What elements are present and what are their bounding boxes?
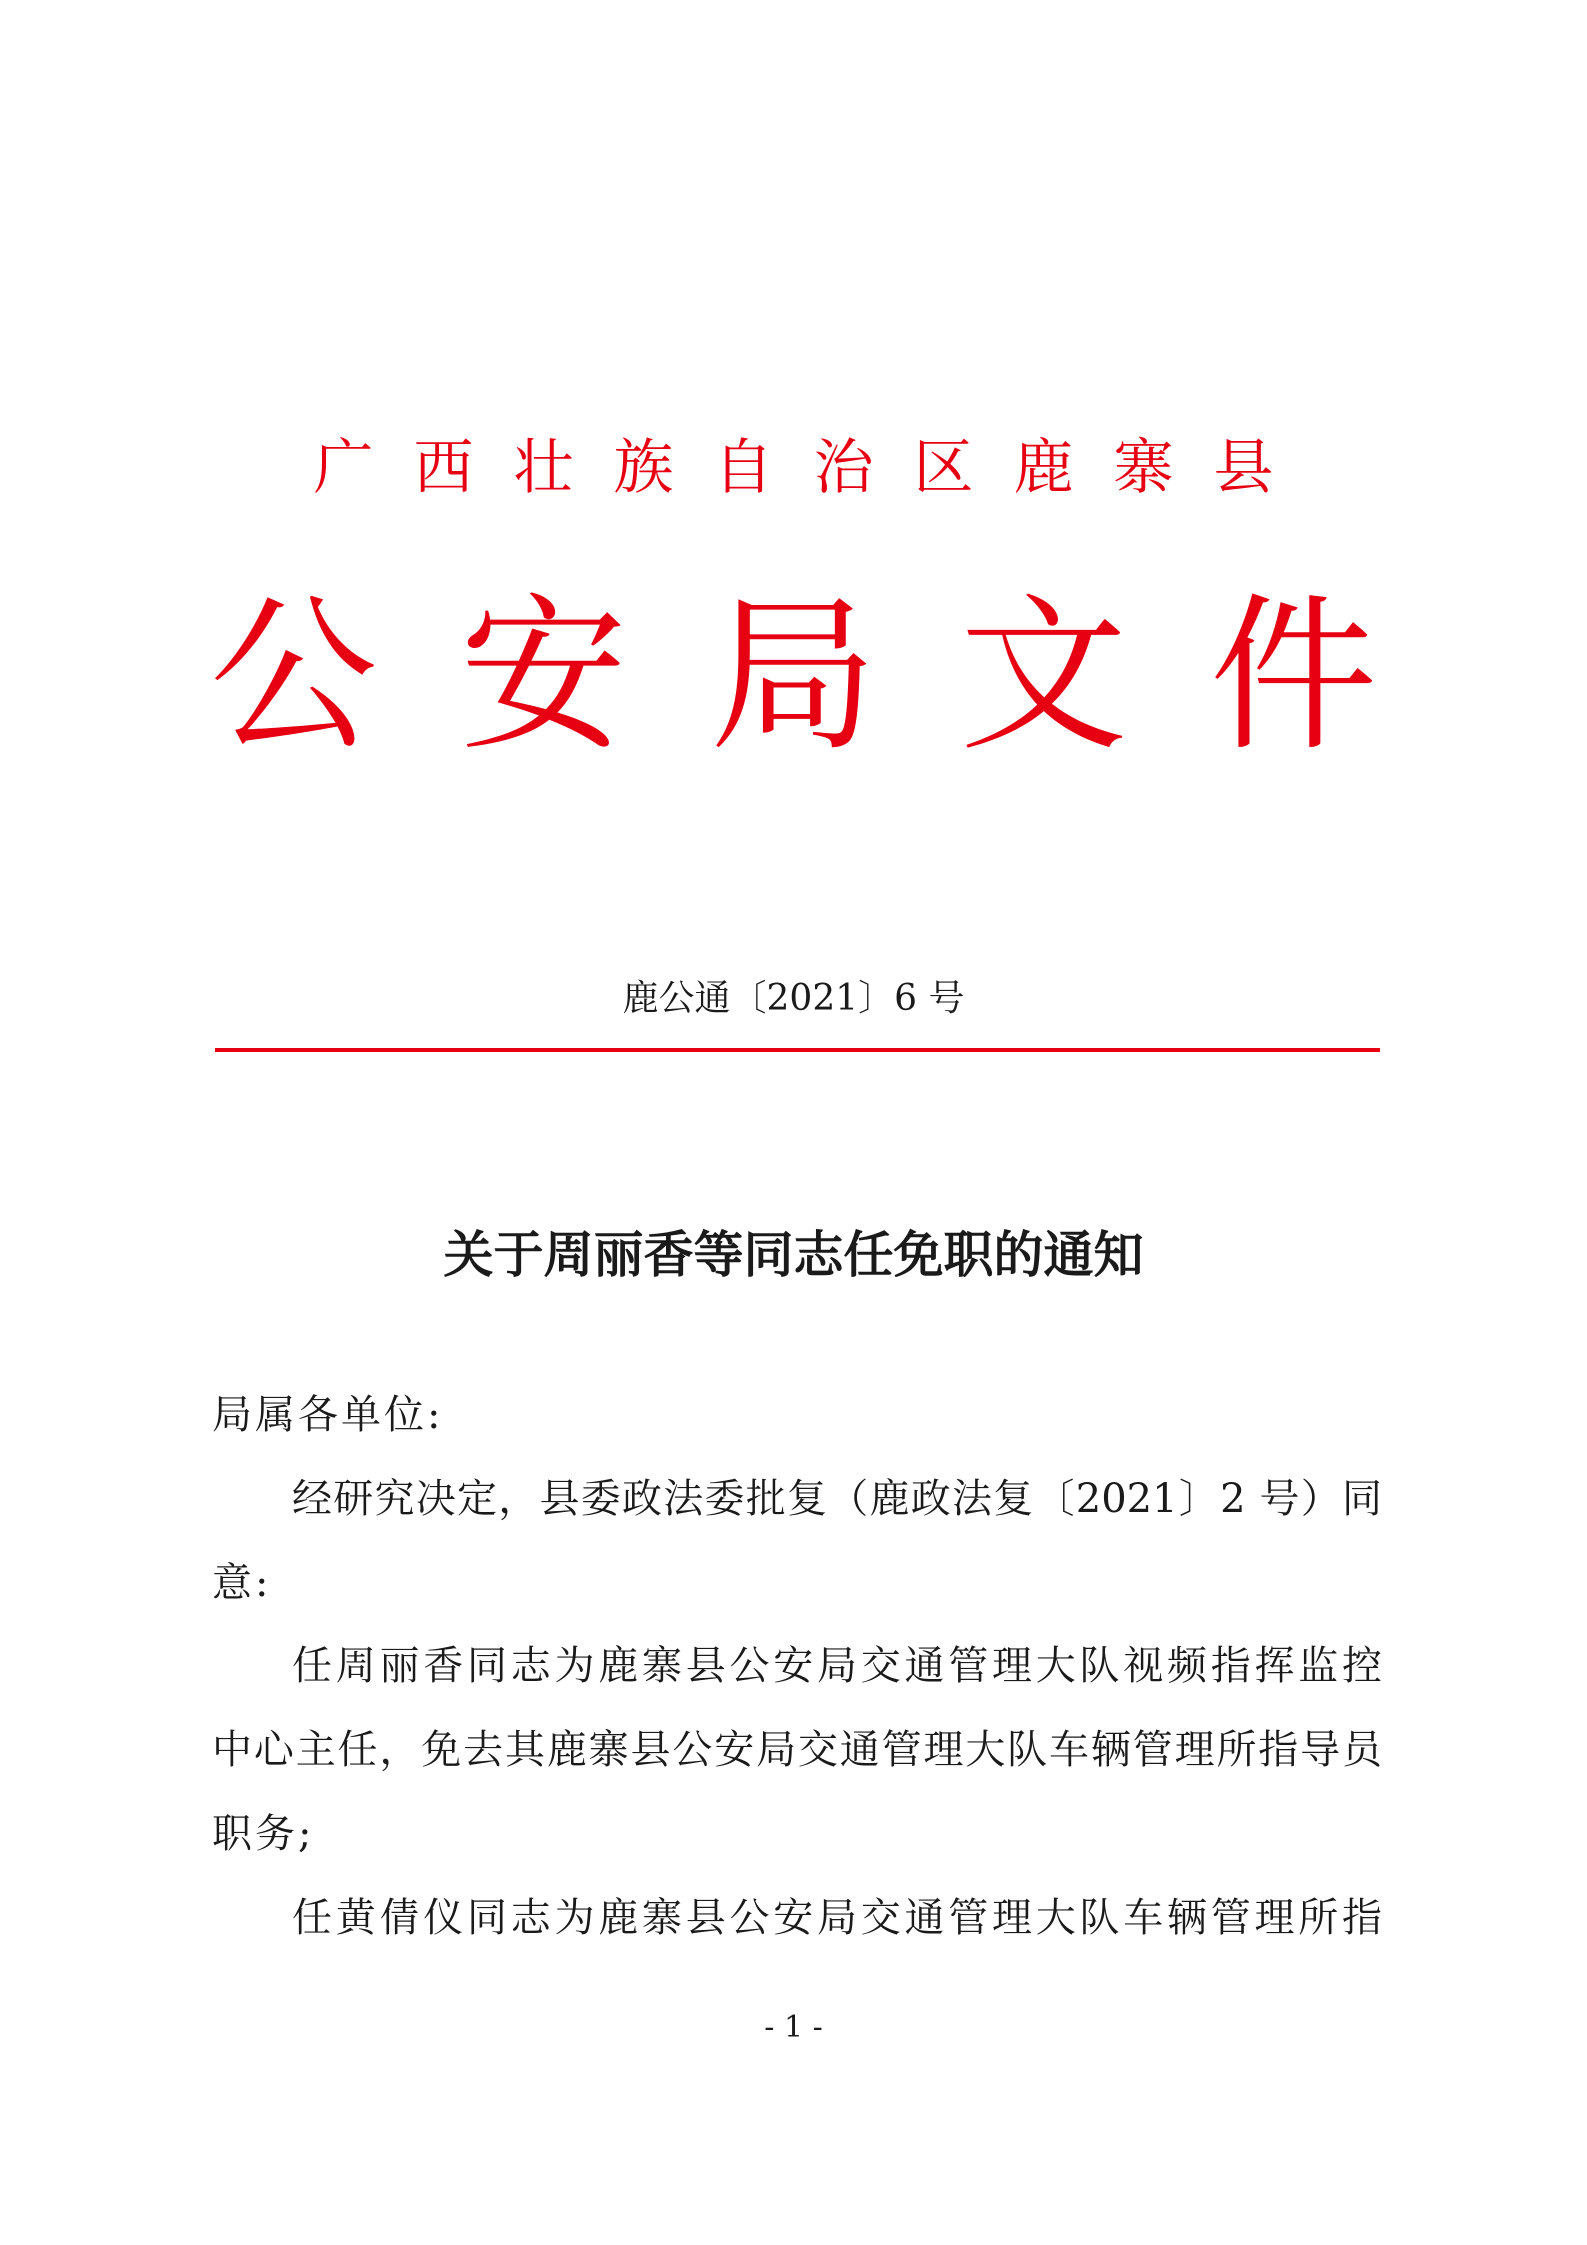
page-number: - 1 - — [764, 2010, 823, 2045]
red-divider-line — [215, 1048, 1380, 1052]
document-title: 关于周丽香等同志任免职的通知 — [443, 1225, 1144, 1284]
document-number: 鹿公通〔2021〕6 号 — [622, 978, 965, 1019]
body-line-1: 经研究决定，县委政法委批复（鹿政法复〔2021〕2 号）同 — [292, 1476, 1382, 1522]
body-line-3: 任周丽香同志为鹿寨县公安局交通管理大队视频指挥监控 — [292, 1643, 1382, 1689]
salutation: 局属各单位: — [212, 1392, 444, 1438]
body-line-6: 任黄倩仪同志为鹿寨县公安局交通管理大队车辆管理所指 — [292, 1895, 1382, 1941]
issuer-document-heading: 公安局文件 — [209, 578, 1460, 774]
body-line-5: 职务; — [212, 1811, 315, 1857]
body-line-4: 中心主任，免去其鹿寨县公安局交通管理大队车辆管理所指导员 — [212, 1727, 1382, 1773]
issuer-region-heading: 广西壮族自治区鹿寨县 — [313, 433, 1314, 503]
body-line-2: 意: — [212, 1560, 272, 1606]
